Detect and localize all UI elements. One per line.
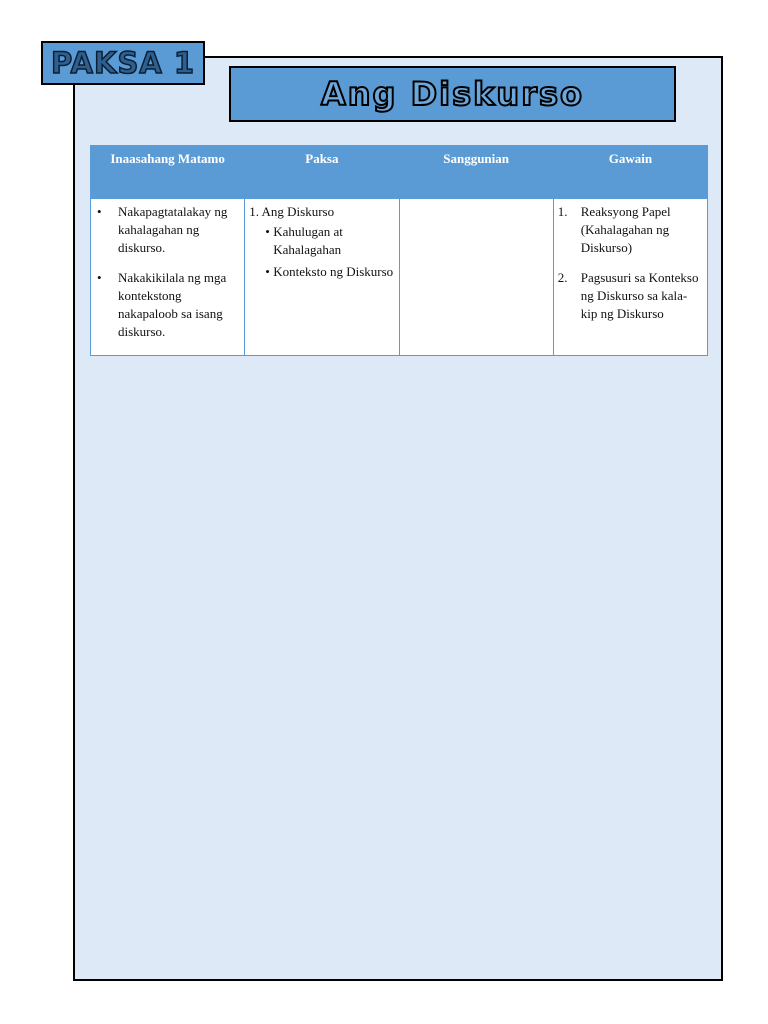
topic-main: 1. Ang Diskurso — [249, 204, 335, 219]
list-item — [558, 269, 703, 323]
table-header-row — [91, 146, 708, 199]
activity-label: Pagsusuri sa Kontekso ng Diskurso sa kala-kip ng Diskurso — [580, 270, 699, 321]
topic-badge — [41, 41, 205, 85]
cell-inaasahang-matamo — [91, 199, 245, 356]
list-item: • Nakapagtatalakay ng kahalagahan ng diskurso. — [95, 203, 240, 257]
activities-list — [558, 203, 703, 323]
activity-label: Reaksyong Papel (Kahalagahan ng Diskurso) — [580, 204, 671, 255]
list-item: • Nakakikilala ng mga kontekstong nakapaloob sa isang diskurso. — [95, 269, 240, 341]
list-item — [558, 203, 703, 257]
item-number: 2. — [557, 270, 568, 285]
subtopic-label: Konteksto ng Diskurso — [273, 264, 394, 279]
lesson-table — [90, 145, 708, 356]
header-gawain: Gawain — [553, 146, 707, 199]
bullet-icon: • — [265, 224, 270, 239]
list-item — [249, 263, 394, 281]
cell-paksa — [245, 199, 399, 356]
table-row — [91, 199, 708, 356]
item-number: 1. — [557, 204, 568, 219]
page-title: Ang Diskurso — [320, 75, 585, 113]
subtopic-label: Kahulugan at Kahalagahan — [273, 224, 343, 257]
cell-gawain — [553, 199, 707, 356]
header-sanggunian: Sanggunian — [399, 146, 553, 199]
list-item — [249, 223, 394, 259]
bullet-icon: • — [265, 264, 270, 279]
header-paksa: Paksa — [245, 146, 399, 199]
objectives-list — [95, 203, 240, 341]
topic-badge-label: PAKSA 1 — [50, 46, 196, 80]
title-banner — [229, 66, 676, 122]
header-inaasahang-matamo: Inaasahang Matamo — [91, 146, 245, 199]
subtopic-list — [249, 223, 394, 281]
cell-sanggunian — [399, 199, 553, 356]
